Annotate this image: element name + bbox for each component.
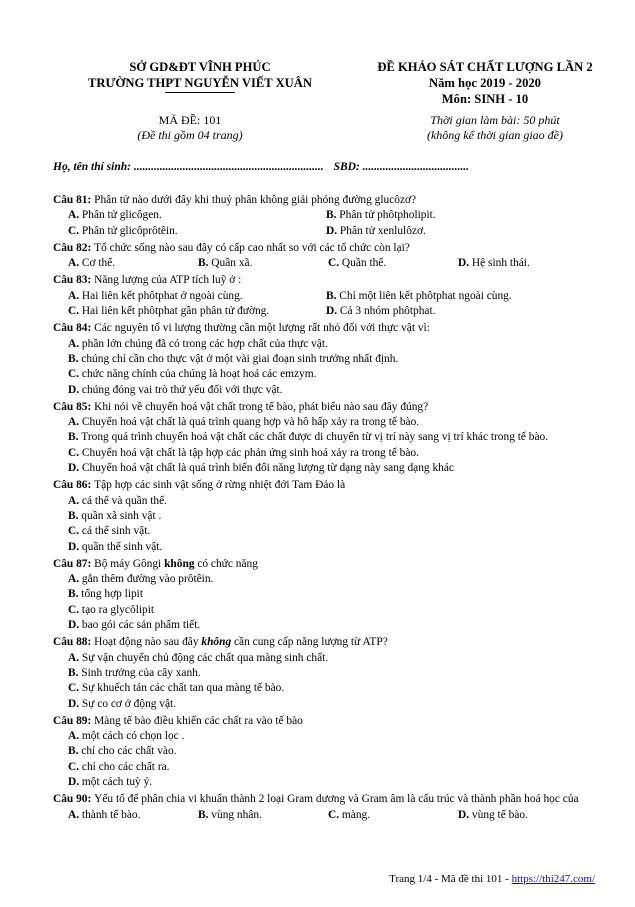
options-row [53,509,598,524]
question-number: Câu 81: [53,194,95,206]
option-text: Sinh trưởng của cây xanh. [81,666,201,679]
options-row [53,808,598,823]
answer-option [68,760,598,775]
question-88 [53,635,598,711]
options-row [53,651,598,666]
answer-option [68,572,598,587]
option-letter: D. [68,619,82,632]
question-stem [53,193,598,208]
options-row [53,461,598,476]
option-text: Chuyển hoá vật chất là quá trình quang hợp và hô hấp xảy ra trong tế bào. [81,416,420,429]
question-84 [53,321,598,397]
answer-option [326,208,584,223]
question-number: Câu 84: [53,322,95,335]
option-text: chức năng chính của chúng là hoạt hoá các emzym. [81,368,317,381]
footer-link[interactable]: https://thi247.com/ [511,873,595,885]
option-text: quần thể sinh vật. [81,540,163,553]
option-letter: D. [68,775,82,788]
option-text: chúng chỉ cần cho thực vật ở một vài giai đoạn sinh trưởng nhất định. [81,352,399,365]
answer-option [68,509,598,524]
option-text: vùng tế bào. [471,808,528,821]
option-letter: A. [68,730,82,743]
question-number: Câu 82: [53,241,95,254]
option-text: Sự khuếch tán các chất tan qua màng tế bào. [81,682,285,695]
option-text: cá thể sinh vật. [81,525,151,538]
answer-option [68,256,198,271]
option-letter: B. [68,745,82,758]
answer-option [68,524,598,539]
question-stem [53,557,598,572]
option-letter: B. [198,808,212,821]
options-row [53,208,598,223]
department-name: SỞ GD&ĐT VĨNH PHÚC [129,60,271,74]
pages-note: (Đề thi gồm 04 trang) [137,128,243,142]
option-text: Hai liên kết phôtphat gần phân tử đường. [81,305,270,318]
question-number: Câu 87: [53,557,95,570]
option-text: chỉ cho các chất ra. [81,760,170,773]
answer-option [326,289,584,304]
option-text: một cách tuỳ ý. [81,775,153,788]
option-text: Chuyển hoá vật chất là tập hợp các phản ứng sinh hoá xảy ra trong tế bào. [81,446,419,459]
question-stem [53,635,598,650]
option-letter: C. [68,305,82,318]
option-letter: A. [68,808,82,821]
answer-option [68,587,598,602]
option-letter: B. [68,431,82,444]
option-letter: A. [68,573,82,586]
student-info-line [53,160,469,175]
options-row [53,383,598,398]
option-letter: D. [458,808,472,821]
option-text: Cơ thể. [81,257,116,270]
question-text: Phân tử nào dưới đây khi thuỷ phân không giải phóng đường glucôzơ? [94,194,417,206]
option-text: Hai liên kết phôtphat ở ngoài cùng. [81,289,243,302]
options-row [53,524,598,539]
question-text: Yếu tố để phân chia vi khuẩn thành 2 loại Gram dương và Gram âm là cấu trúc và thành phần hoá học của [94,793,579,806]
answer-option [68,224,326,239]
question-text: Tập hợp các sinh vật sống ở rừng nhiệt đới Tam Đảo là [94,479,346,492]
option-letter: B. [326,209,340,222]
question-text: Năng lượng của ATP tích luỹ ở : [94,274,242,287]
options-row [53,729,598,744]
option-letter: C. [68,760,82,773]
answer-option [328,256,458,271]
option-text: Hệ sinh thái. [471,257,530,270]
options-row [53,337,598,352]
question-number: Câu 86: [53,479,95,492]
options-row [53,304,598,319]
school-header [60,59,340,93]
answer-option [68,618,598,633]
student-name-field: Họ, tên thí sinh: .................................................................. [53,161,324,173]
option-letter: A. [68,416,82,429]
answer-option [68,729,598,744]
question-stem [53,273,598,288]
options-row [53,572,598,587]
answer-option [68,208,326,223]
question-stem [53,241,598,256]
option-letter: A. [68,209,82,222]
option-letter: C. [68,603,82,616]
option-letter: C. [68,368,82,381]
answer-option [68,666,598,681]
question-text: Màng tế bào điều khiển các chất ra vào tế bào [94,714,303,727]
question-text: Hoạt động nào sau đây [94,636,202,649]
page-footer [389,872,595,887]
option-letter: C. [328,257,342,270]
option-letter: D. [326,224,340,237]
exam-code-block [80,113,300,143]
header-underline [165,92,235,93]
question-stem [53,714,598,729]
answer-option [68,494,598,509]
option-letter: D. [68,540,82,553]
question-number: Câu 90: [53,793,95,806]
option-text: Sự co cơ ở động vật. [81,697,177,710]
options-row [53,587,598,602]
answer-option [68,651,598,666]
question-89 [53,714,598,790]
options-row [53,367,598,382]
answer-option [68,603,598,618]
options-row [53,540,598,555]
option-letter: B. [68,352,82,365]
options-row [53,224,598,239]
question-text: Các nguyên tố vi lượng thường cần một lượng rất nhỏ đối với thực vật vì: [94,322,430,335]
option-letter: D. [68,383,82,396]
question-87 [53,557,598,633]
options-row [53,697,598,712]
option-text: Phân tử phôtpholipit. [339,209,436,222]
option-text: phần lớn chúng đã có trong các hợp chất của thực vật. [81,337,328,350]
question-stem [53,321,598,336]
question-number: Câu 85: [53,400,95,413]
question-text: Bộ máy Gôngi [94,557,165,570]
time-limit: Thời gian làm bài: 50 phút [430,113,560,127]
question-81 [53,193,598,239]
option-text: thành tế bào. [81,808,141,821]
option-text: một cách có chọn lọc . [81,730,185,743]
option-letter: C. [68,446,82,459]
answer-option [326,224,584,239]
options-row [53,744,598,759]
option-letter: B. [198,257,212,270]
answer-option [328,808,458,823]
answer-option [68,337,598,352]
time-note: (không kể thời gian giao đề) [426,128,564,142]
answer-option [68,461,598,476]
option-letter: A. [68,494,82,507]
option-text: vùng nhân. [211,808,262,821]
option-text: bao gói các sản phẩm tiết. [81,619,201,632]
subject: Môn: SINH - 10 [441,92,529,106]
answer-option [68,383,598,398]
options-row [53,494,598,509]
option-text: Phân tử glicôprôtêin. [81,224,178,237]
option-text: Quần thể. [341,257,387,270]
option-text: tổng hợp lipit [81,588,144,601]
question-number: Câu 83: [53,274,95,287]
question-text: Tổ chức sống nào sau đây có cấp cao nhất so với các tổ chức còn lại? [94,241,410,254]
school-year: Năm học 2019 - 2020 [429,76,541,90]
exam-header [350,59,620,107]
question-stem [53,400,598,415]
time-block [370,113,620,143]
option-letter: A. [68,337,82,350]
school-name: TRƯỜNG THPT NGUYỄN VIẾT XUÂN [88,76,312,90]
question-86 [53,478,598,554]
answer-option [198,256,328,271]
option-text: quần xã sinh vật . [81,509,162,522]
answer-option [68,415,598,430]
option-text: Chuyển hoá vật chất là quá trình biến đổi năng lượng từ dạng này sang dạng khác [81,462,454,475]
question-text: Khi nói về chuyển hoá vật chất trong tế bào, phát biểu nào sau đây đúng? [94,400,429,413]
question-number: Câu 89: [53,714,95,727]
options-row [53,618,598,633]
answer-option [68,367,598,382]
option-letter: C. [68,682,82,695]
option-text: Trong quá trình chuyển hoá vật chất các chất được di chuyển từ vị trí này sang vị trí khác trong tế bào. [81,431,549,444]
option-letter: A. [68,257,82,270]
answer-option [68,289,326,304]
answer-option [68,304,326,319]
answer-option [458,808,588,823]
option-letter: A. [68,651,82,664]
question-82 [53,241,598,272]
option-letter: C. [328,808,342,821]
answer-option [68,430,598,445]
option-letter: B. [68,509,82,522]
question-text: có chức năng [194,557,258,570]
answer-option [458,256,588,271]
option-letter: C. [68,224,82,237]
option-letter: A. [68,289,82,302]
option-text: chúng đóng vai trò thứ yếu đối với thực vật. [81,383,283,396]
footer-text: Trang 1/4 - Mã đề thi 101 - [389,873,512,885]
question-list [53,193,598,825]
answer-option [68,681,598,696]
option-letter: B. [326,289,340,302]
option-letter: C. [68,525,82,538]
question-90 [53,792,598,823]
question-emphasis: không [164,557,195,570]
question-number: Câu 88: [53,636,95,649]
options-row [53,256,598,271]
question-stem [53,792,598,807]
question-text: cần cung cấp năng lượng từ ATP? [231,636,388,649]
question-stem [53,478,598,493]
answer-option [68,540,598,555]
question-83 [53,273,598,319]
option-text: Chỉ một liên kết phôtphat ngoài cùng. [339,289,512,302]
options-row [53,666,598,681]
option-letter: D. [68,697,82,710]
exam-code: MÃ ĐỀ: 101 [158,113,222,127]
options-row [53,415,598,430]
options-row [53,430,598,445]
answer-option [68,775,598,790]
option-text: Phân tử glicôgen. [81,209,162,222]
options-row [53,603,598,618]
options-row [53,352,598,367]
option-text: Sự vận chuyển chủ động các chất qua màng sinh chất. [81,651,329,664]
option-text: tạo ra glycôlipit [81,603,155,616]
answer-option [326,304,584,319]
exam-title: ĐỀ KHẢO SÁT CHẤT LƯỢNG LẦN 2 [377,60,593,74]
option-text: chỉ cho các chất vào. [81,745,177,758]
option-text: Phân tử xenlulôzơ. [339,224,426,237]
option-text: màng. [341,808,371,821]
options-row [53,681,598,696]
option-text: Cả 3 nhóm phôtphat. [339,305,436,318]
option-text: gắn thêm đường vào prôtêin. [81,573,214,586]
answer-option [68,744,598,759]
option-letter: D. [68,462,82,475]
answer-option [68,808,198,823]
option-letter: D. [326,305,340,318]
options-row [53,775,598,790]
option-letter: B. [68,666,82,679]
option-text: Quần xã. [211,257,253,270]
option-text: cá thể và quần thể. [81,494,167,507]
question-emphasis: không [201,636,232,649]
student-id-field: SBD: ..................................... [333,161,470,173]
answer-option [68,697,598,712]
question-85 [53,400,598,476]
options-row [53,760,598,775]
answer-option [68,446,598,461]
option-letter: B. [68,588,82,601]
answer-option [68,352,598,367]
options-row [53,446,598,461]
answer-option [198,808,328,823]
options-row [53,289,598,304]
option-letter: D. [458,257,472,270]
